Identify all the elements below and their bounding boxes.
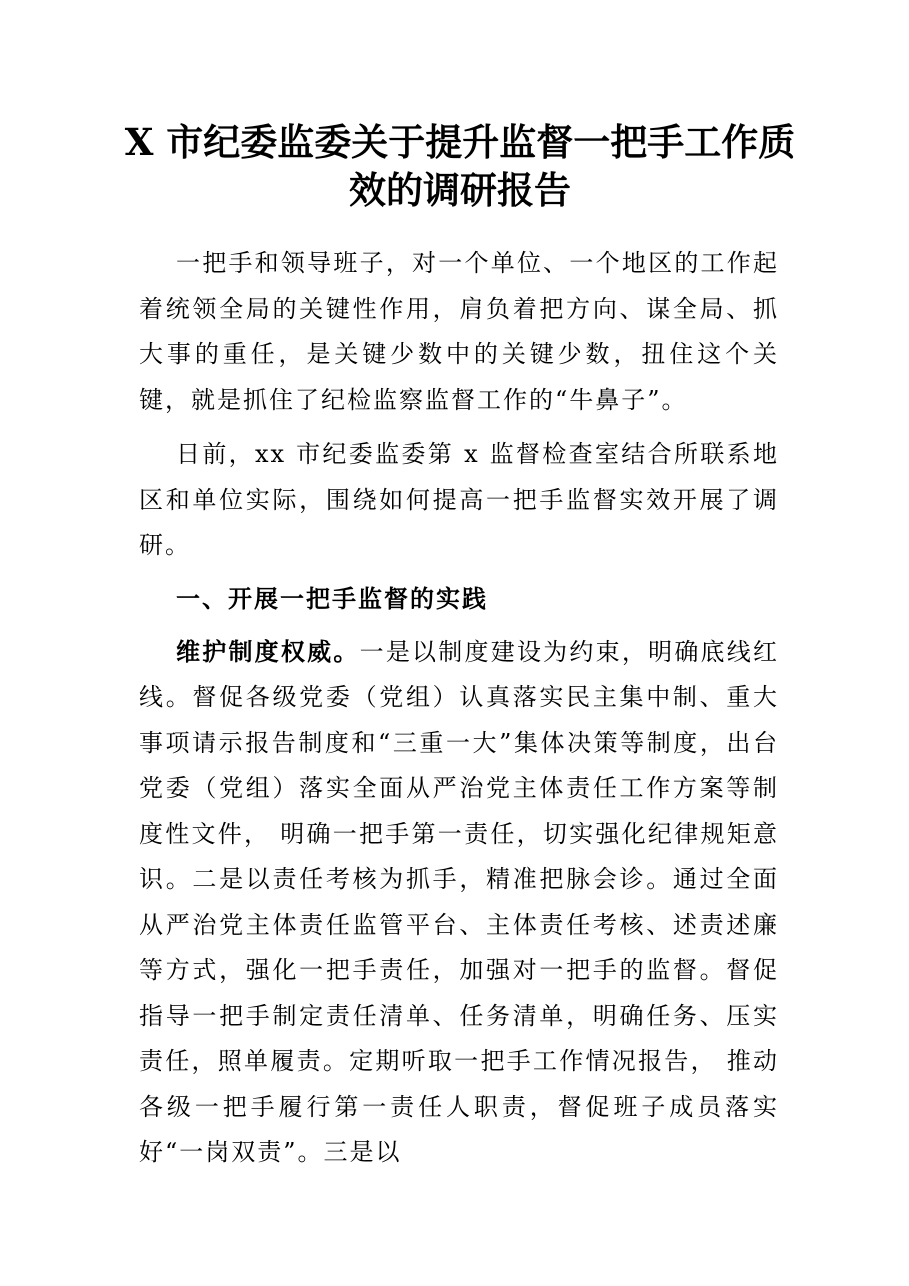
title-line-1: X 市纪委监委关于提升监督一把手工作质	[124, 120, 796, 164]
document-title	[100, 118, 820, 214]
title-line-2: 效的调研报告	[349, 168, 571, 212]
paragraph-lead: 维护制度权威。	[176, 636, 360, 666]
paragraph-intro: 一把手和领导班子，对一个单位、一个地区的工作起着统领全局的关键性作用，肩负着把方向、谋全局、抓大事的重任，是关键少数中的关键少数，扭住这个关键，就是抓住了纪检监察监督工作的“牛鼻子”。	[139, 249, 779, 414]
document-body	[139, 241, 779, 1176]
paragraph-spacer	[139, 423, 779, 432]
paragraph-context: 日前，xx 市纪委监委第 x 监督检查室结合所联系地区和单位实际，围绕如何提高一把手监督实效开展了调研。	[139, 440, 779, 559]
section-heading: 一、开展一把手监督的实践	[176, 583, 488, 613]
paragraph-practice-text: 一是以制度建设为约束，明确底线红线。督促各级党委（党组）认真落实民主集中制、重大事项请示报告制度和“三重一大”集体决策等制度，出台党委（党组）落实全面从严治党主体责任工作方案等制度性文件， 明确一把手第一责任，切实强化纪律规矩意识。二是以责任考核为抓手，精准把脉会诊。通过全面从严治党主体责任监管平台、主体责任考核、述责述廉等方式，强化一把手责任，加强对一把手的监督。督促指导一把手制定责任清单、任务清单，明确任务、压实责任，照单履责。定期听取一把手工作情况报告， 推动各级一把手履行第一责任人职责，督促班子成员落实好“一岗双责”。三是以	[139, 637, 780, 1166]
paragraph-practice	[139, 629, 779, 1176]
